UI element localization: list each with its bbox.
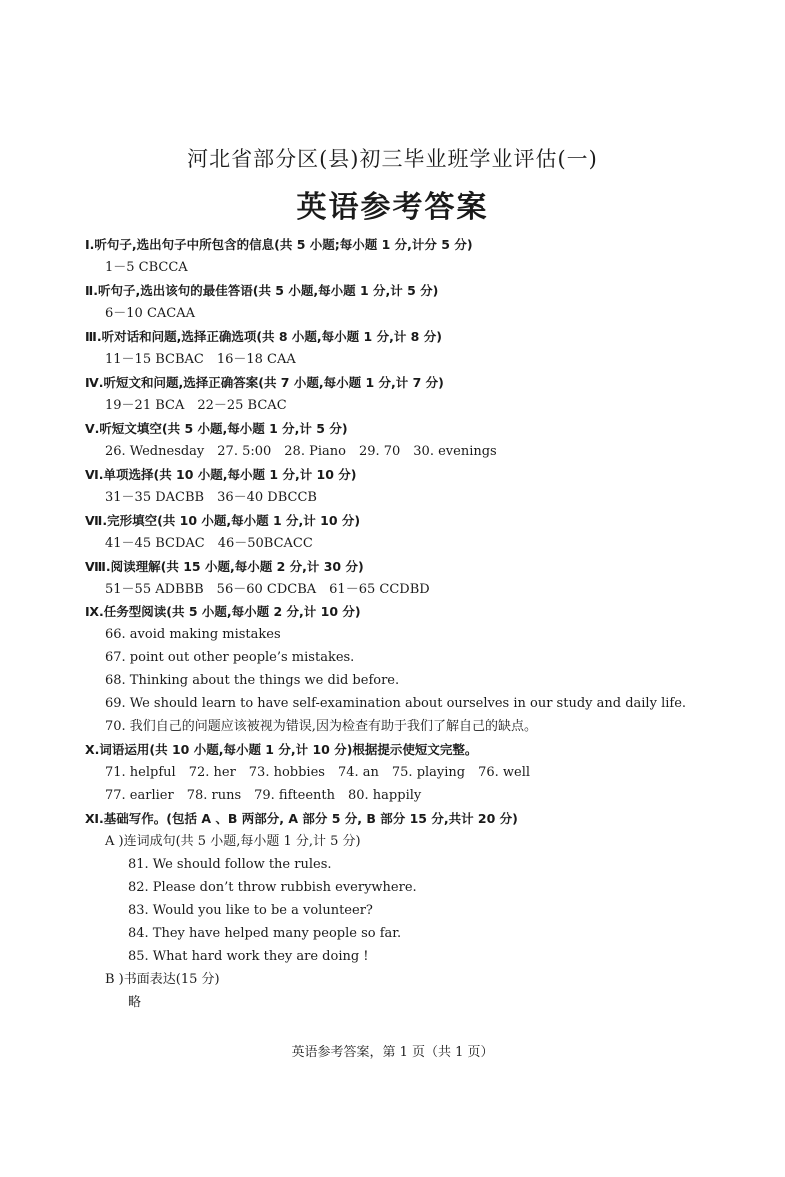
writing-item: 83. Would you like to be a volunteer? — [128, 903, 373, 918]
section-answer: 68. Thinking about the things we did before. — [105, 673, 400, 688]
writing-item: 85. What hard work they are doing ! — [128, 949, 369, 964]
section-answer: 1－5 CBCCA — [105, 260, 188, 275]
section-answer: 41－45 BCDAC 46－50BCACC — [105, 536, 313, 551]
section-heading-9: Ⅸ.任务型阅读(共 5 小题,每小题 2 分,计 10 分) — [85, 604, 361, 619]
section-answer: 70. 我们自己的问题应该被视为错误,因为检查有助于我们了解自己的缺点。 — [105, 719, 537, 734]
section-heading-4: Ⅳ.听短文和问题,选择正确答案(共 7 小题,每小题 1 分,计 7 分) — [85, 375, 444, 390]
section-heading-7: Ⅶ.完形填空(共 10 小题,每小题 1 分,计 10 分) — [85, 513, 361, 528]
section-heading-3: Ⅲ.听对话和问题,选择正确选项(共 8 小题,每小题 1 分,计 8 分) — [85, 329, 442, 344]
section-answer: 31－35 DACBB 36－40 DBCCB — [105, 490, 317, 505]
section-heading-1: Ⅰ.听句子,选出句子中所包含的信息(共 5 小题;每小题 1 分,计分 5 分) — [85, 237, 473, 252]
section-answer: 69. We should learn to have self-examination about ourselves in our study and daily life. — [105, 696, 687, 711]
writing-item: 84. They have helped many people so far. — [128, 926, 402, 941]
section-answer: 6－10 CACAA — [105, 306, 196, 321]
exam-subtitle: 河北省部分区(县)初三毕业班学业评估(一) — [187, 147, 598, 171]
section-answer: 26. Wednesday 27. 5:00 28. Piano 29. 70 30. evenings — [105, 444, 497, 459]
page-footer: 英语参考答案，第 1 页（共 1 页） — [291, 1045, 494, 1060]
section-answer: 67. point out other people’s mistakes. — [105, 650, 355, 665]
section-answer: 71. helpful 72. her 73. hobbies 74. an 75. playing 76. well — [105, 765, 531, 780]
page-title: 英语参考答案 — [296, 190, 489, 225]
section-heading-5: Ⅴ.听短文填空(共 5 小题,每小题 1 分,计 5 分) — [85, 421, 348, 436]
section-heading-10: Ⅹ.词语运用(共 10 小题,每小题 1 分,计 10 分)根据提示使短文完整。 — [85, 742, 478, 757]
section-heading-2: Ⅱ.听句子,选出该句的最佳答语(共 5 小题,每小题 1 分,计 5 分) — [85, 283, 439, 298]
section-heading-6: Ⅵ.单项选择(共 10 小题,每小题 1 分,计 10 分) — [85, 467, 357, 482]
section-heading-11: Ⅺ.基础写作。(包括 A 、B 两部分, A 部分 5 分, B 部分 15 分,共计 20 分) — [85, 811, 518, 826]
section-answer: 19－21 BCA 22－25 BCAC — [105, 398, 287, 413]
section-answer: 51－55 ADBBB 56－60 CDCBA 61－65 CCDBD — [105, 582, 430, 597]
writing-part-b-answer: 略 — [128, 995, 142, 1010]
section-heading-8: Ⅷ.阅读理解(共 15 小题,每小题 2 分,计 30 分) — [85, 559, 364, 574]
writing-item: 81. We should follow the rules. — [128, 857, 332, 872]
section-answer: 66. avoid making mistakes — [105, 627, 281, 642]
section-answer: 11－15 BCBAC 16－18 CAA — [105, 352, 296, 367]
section-answer: 77. earlier 78. runs 79. fifteenth 80. happily — [105, 788, 422, 803]
writing-part-a-label: A )连词成句(共 5 小题,每小题 1 分,计 5 分) — [105, 834, 361, 849]
writing-item: 82. Please don’t throw rubbish everywhere. — [128, 880, 417, 895]
writing-part-b-label: B )书面表达(15 分) — [105, 972, 220, 987]
